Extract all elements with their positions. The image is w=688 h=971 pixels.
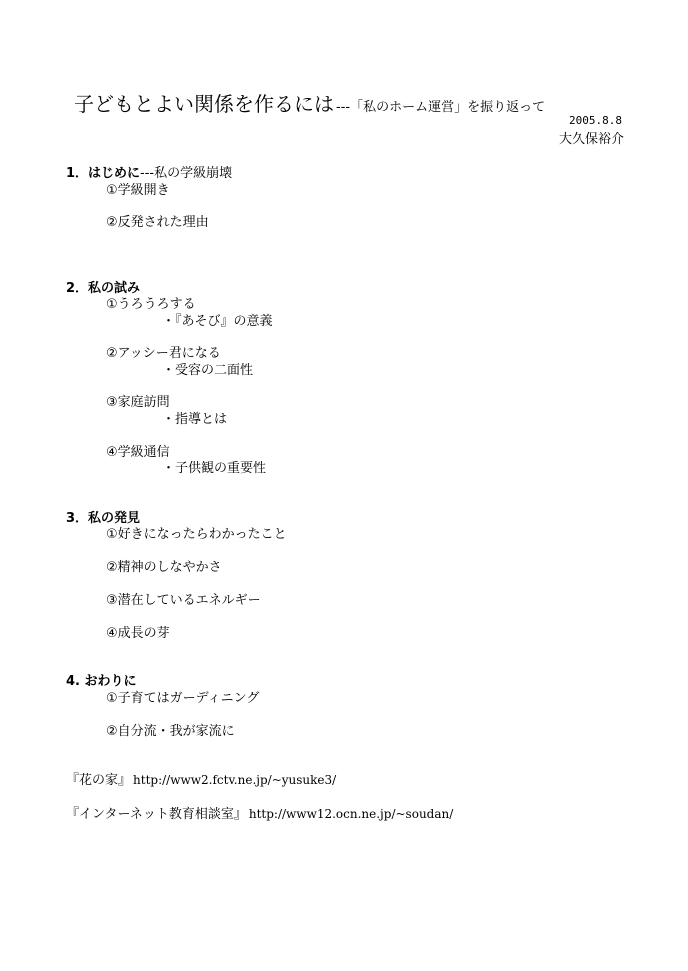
section-2-item-3: ③家庭訪問 (106, 395, 170, 410)
section-4-item-1: ①子育てはガーディニング (106, 691, 260, 706)
section-2-item-4-sub: ・子供観の重要性 (162, 461, 267, 476)
section-3-item-1: ①好きになったらわかったこと (106, 527, 287, 542)
section-2-item-1: ①うろうろする (106, 297, 196, 312)
section-4-heading: 4. おわりに (66, 674, 137, 689)
section-2-heading: 2．私の試み (66, 281, 141, 296)
section-2-item-3-sub: ・指導とは (162, 412, 228, 427)
section-1-heading-rest: ---私の学級崩壊 (140, 166, 233, 181)
section-2-item-4: ④学級通信 (106, 445, 170, 460)
page-title: 子どもとよい関係を作るには (74, 92, 334, 116)
link-hana-no-ie-name: 『花の家』 (66, 773, 132, 788)
section-2-item-1-sub: ・『あそび』の意義 (162, 314, 273, 329)
section-1-heading-text: 1．はじめに (66, 166, 141, 181)
section-3-heading: 3．私の発見 (66, 511, 141, 526)
author-name: 大久保裕介 (558, 132, 624, 147)
link-soudan-url[interactable]: http://www12.ocn.ne.jp/~soudan/ (248, 807, 454, 821)
document-date: 2005.8.8 (569, 114, 622, 127)
link-soudan-name: 『インターネット教育相談室』 (66, 807, 247, 822)
page-subtitle: ---「私のホーム運営」を振り返って (336, 100, 546, 115)
section-4-item-2: ②自分流・我が家流に (106, 724, 235, 739)
title-row (74, 88, 545, 117)
section-2-item-2: ②アッシー君になる (106, 346, 221, 361)
section-3-item-2: ②精神のしなやかさ (106, 560, 222, 575)
section-1-item-1: ①学級開き (106, 183, 170, 198)
section-1-item-2: ②反発された理由 (106, 215, 209, 230)
section-3-item-4: ④成長の芽 (106, 626, 170, 641)
link-soudan (66, 803, 453, 822)
link-hana-no-ie (66, 769, 336, 788)
link-hana-no-ie-url[interactable]: http://www2.fctv.ne.jp/~yusuke3/ (133, 773, 337, 787)
section-2-item-2-sub: ・受容の二面性 (162, 363, 254, 378)
section-3-item-3: ③潜在しているエネルギー (106, 593, 261, 608)
